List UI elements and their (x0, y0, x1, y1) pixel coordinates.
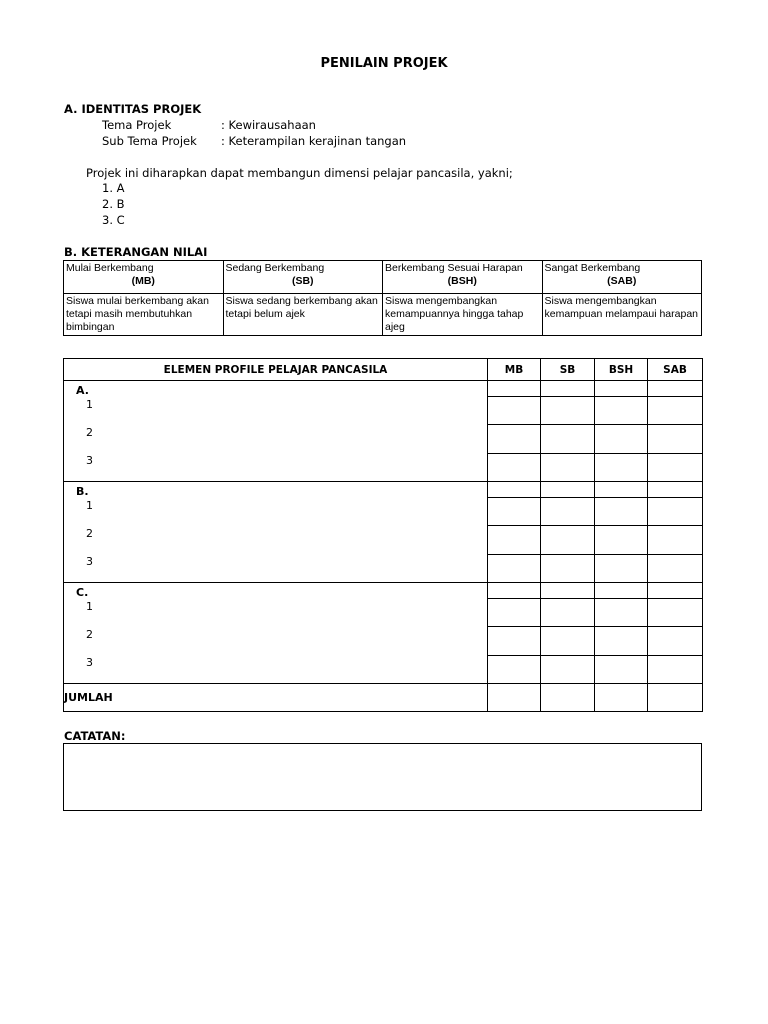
assessment-table (63, 358, 703, 712)
score-cell[interactable] (488, 381, 541, 397)
score-cell[interactable] (648, 554, 703, 582)
score-cell[interactable] (541, 627, 595, 655)
score-cell[interactable] (595, 397, 648, 425)
score-cell[interactable] (488, 655, 541, 683)
total-label: JUMLAH (64, 684, 488, 712)
group-label: A. (76, 384, 89, 397)
score-cell[interactable] (648, 482, 703, 498)
score-cell[interactable] (595, 381, 648, 397)
notes-label: CATATAN: (64, 729, 126, 743)
header-bsh: BSH (595, 359, 648, 381)
score-cell[interactable] (541, 453, 595, 481)
intro-text: Projek ini diharapkan dapat membangun dimensi pelajar pancasila, yakni; (86, 166, 513, 180)
group-a-cell (64, 381, 488, 482)
subtheme-value: : Keterampilan kerajinan tangan (221, 134, 407, 148)
element-item: 1 (86, 398, 93, 411)
score-cell[interactable] (595, 498, 648, 526)
score-cell[interactable] (648, 397, 703, 425)
score-cell[interactable] (541, 482, 595, 498)
score-cell[interactable] (595, 655, 648, 683)
dimension-item: 1. A (102, 181, 125, 195)
score-cell[interactable] (541, 655, 595, 683)
score-cell[interactable] (595, 526, 648, 554)
score-cell[interactable] (541, 583, 595, 599)
header-mb: MB (488, 359, 541, 381)
score-cell[interactable] (648, 425, 703, 453)
element-item: 1 (86, 600, 93, 613)
legend-mb-desc: Siswa mulai berkembang akan tetapi masih membutuhkan bimbingan (64, 294, 224, 336)
element-item: 3 (86, 656, 93, 669)
theme-value: : Kewirausahaan (221, 118, 316, 132)
score-cell[interactable] (648, 453, 703, 481)
element-item: 3 (86, 555, 93, 568)
element-item: 2 (86, 426, 93, 439)
score-cell[interactable] (541, 498, 595, 526)
legend-sb-desc: Siswa sedang berkembang akan tetapi belum ajek (223, 294, 383, 336)
score-cell[interactable] (595, 453, 648, 481)
legend-sab-desc: Siswa mengembangkan kemampuan melampaui harapan (542, 294, 702, 336)
header-element: ELEMEN PROFILE PELAJAR PANCASILA (64, 359, 488, 381)
score-cell[interactable] (595, 583, 648, 599)
score-cell[interactable] (648, 498, 703, 526)
total-cell[interactable] (488, 684, 541, 712)
score-cell[interactable] (541, 526, 595, 554)
score-cell[interactable] (488, 453, 541, 481)
score-cell[interactable] (488, 583, 541, 599)
element-item: 2 (86, 527, 93, 540)
total-cell[interactable] (541, 684, 595, 712)
score-cell[interactable] (595, 627, 648, 655)
section-a-heading: A. IDENTITAS PROJEK (64, 102, 202, 116)
score-cell[interactable] (488, 627, 541, 655)
group-c-cell (64, 583, 488, 684)
subtheme-label: Sub Tema Projek (102, 134, 197, 148)
group-b-cell (64, 482, 488, 583)
score-cell[interactable] (488, 554, 541, 582)
header-sb: SB (541, 359, 595, 381)
score-cell[interactable] (648, 583, 703, 599)
score-cell[interactable] (488, 425, 541, 453)
score-cell[interactable] (648, 381, 703, 397)
legend-mb-cell: Mulai Berkembang (MB) (64, 261, 224, 294)
score-cell[interactable] (488, 498, 541, 526)
score-cell[interactable] (648, 599, 703, 627)
total-cell[interactable] (595, 684, 648, 712)
element-item: 2 (86, 628, 93, 641)
score-cell[interactable] (488, 599, 541, 627)
score-cell[interactable] (488, 526, 541, 554)
score-cell[interactable] (541, 554, 595, 582)
total-cell[interactable] (648, 684, 703, 712)
legend-sab-cell: Sangat Berkembang (SAB) (542, 261, 702, 294)
legend-sb-cell: Sedang Berkembang (SB) (223, 261, 383, 294)
theme-label: Tema Projek (102, 118, 172, 132)
element-item: 3 (86, 454, 93, 467)
notes-box[interactable] (63, 743, 702, 811)
score-cell[interactable] (488, 397, 541, 425)
score-cell[interactable] (595, 599, 648, 627)
page-title: PENILAIN PROJEK (320, 56, 448, 71)
score-cell[interactable] (541, 381, 595, 397)
score-cell[interactable] (541, 425, 595, 453)
score-cell[interactable] (595, 482, 648, 498)
score-cell[interactable] (595, 554, 648, 582)
score-cell[interactable] (488, 482, 541, 498)
dimension-item: 3. C (102, 213, 125, 227)
score-cell[interactable] (541, 397, 595, 425)
score-cell[interactable] (648, 526, 703, 554)
legend-bsh-desc: Siswa mengembangkan kemampuannya hingga tahap ajeg (383, 294, 543, 336)
grade-legend-table (63, 260, 702, 336)
score-cell[interactable] (648, 655, 703, 683)
score-cell[interactable] (648, 627, 703, 655)
score-cell[interactable] (595, 425, 648, 453)
section-b-heading: B. KETERANGAN NILAI (64, 245, 208, 259)
element-item: 1 (86, 499, 93, 512)
group-label: B. (76, 485, 89, 498)
header-sab: SAB (648, 359, 703, 381)
score-cell[interactable] (541, 599, 595, 627)
legend-bsh-cell: Berkembang Sesuai Harapan (BSH) (383, 261, 543, 294)
dimension-item: 2. B (102, 197, 125, 211)
group-label: C. (76, 586, 89, 599)
